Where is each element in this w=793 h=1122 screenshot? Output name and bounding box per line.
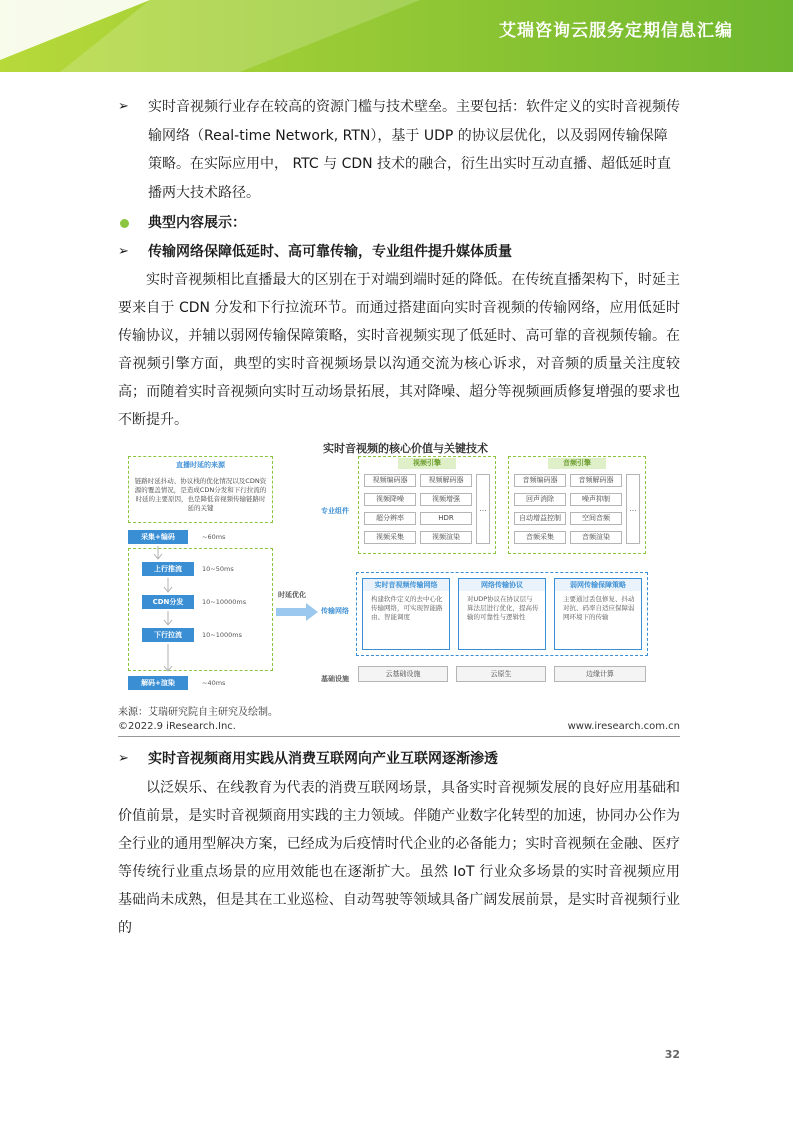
figure-title: 实时音视频的核心价值与关键技术	[323, 442, 488, 455]
pipeline-latency-4: 10~1000ms	[202, 631, 242, 639]
row-label-network: 传输网络	[321, 607, 349, 615]
sub1-heading-text: 传输网络保障低延时、高可靠传输，专业组件提升媒体质量	[148, 243, 512, 260]
pipeline-step-1: 采集+编码	[128, 530, 188, 544]
tech-card-3-text: 主要通过丢包修复、抖动对抗、码率自适应保障弱网环境下的传输	[563, 595, 635, 621]
audio-item-6: 空间音频	[570, 512, 622, 525]
pipeline-step-2: 上行推流	[142, 562, 194, 576]
arrow-bullet-icon: ➢	[118, 99, 129, 114]
main-content	[118, 93, 680, 942]
intro-bullet	[118, 93, 680, 207]
page-header	[0, 0, 793, 72]
audio-item-3: 回声消除	[514, 493, 566, 506]
green-dot-icon	[120, 219, 129, 228]
optimize-label: 时延优化	[278, 591, 306, 599]
page-number: 32	[664, 1048, 680, 1061]
tech-card-1-title: 实时音视频传输网络	[363, 579, 449, 591]
section-heading-text: 典型内容展示：	[148, 215, 246, 231]
tech-card-2-text: 对UDP协议在协议层与算法层进行优化，提高传输的可靠性与逻辑性	[467, 595, 539, 621]
infra-item-3: 边缘计算	[554, 666, 646, 682]
intro-text: 实时音视频行业存在较高的资源门槛与技术壁垒。主要包括：软件定义的实时音视频传输网络（Real-time Network, RTN），基于 UDP 的协议层优化，以及弱网传输保障策略。在实际应用中， RTC 与 CDN 技术的融合，衍生出实时互动直播、超低延时直播两大技术路径。	[148, 99, 680, 201]
row-label-components: 专业组件	[321, 507, 349, 515]
tech-card-3	[554, 578, 642, 650]
arrow-bullet-icon: ➢	[118, 751, 129, 766]
tech-card-1	[362, 578, 450, 650]
pipeline-step-4: 下行拉流	[142, 628, 194, 642]
figure	[128, 440, 683, 702]
latency-source-desc: 链路时延抖动、协议栈的优化情况以及CDN资源的覆盖情况，是造成CDN分发和下行拉流的时延的主要原因，也是降低音视频传输链路时延的关键	[134, 477, 267, 512]
audio-engine-title: 音频引擎	[548, 458, 606, 469]
sub1-paragraph: 实时音视频相比直播最大的区别在于对端到端时延的降低。在传统直播架构下，时延主要来自于 CDN 分发和下行拉流环节。而通过搭建面向实时音视频的传输网络，应用低延时传输协议，并辅以弱网传输保障策略，实时音视频实现了低延时、高可靠的音视频传输。在音视频引擎方面，典型的实时音视频场景以沟通交流为核心诉求，对音频的质量关注度较高；而随着实时音视频向实时互动场景拓展，其对降噪、超分等视频画质修复增强的要求也不断提升。	[118, 272, 680, 428]
pipeline-step-5: 解码+渲染	[128, 676, 188, 690]
sub2-heading-text: 实时音视频商用实践从消费互联网向产业互联网逐渐渗透	[148, 751, 498, 767]
sub2-paragraph: 以泛娱乐、在线教育为代表的消费互联网场景，具备实时音视频发展的良好应用基础和价值前景，是实时音视频商用实践的主力领域。伴随产业数字化转型的加速，协同办公作为全行业的通用型解决方案，已经成为后疫情时代企业的必备能力；实时音视频在金融、医疗等传统行业重点场景的应用效能也在逐渐扩大。虽然 IoT 行业众多场景的实时音视频应用基础尚未成熟，但是其在工业巡检、自动驾驶等领域具备广阔发展前景，是实时音视频行业的	[118, 779, 680, 936]
tech-card-2-title: 网络传输协议	[459, 579, 545, 591]
infra-item-1: 云基础设施	[358, 666, 448, 682]
video-item-3: 视频降噪	[364, 493, 416, 506]
tech-card-2	[458, 578, 546, 650]
row-label-infra: 基础设施	[321, 675, 349, 683]
pipeline-latency-2: 10~50ms	[202, 565, 234, 573]
audio-item-7: 音频采集	[514, 531, 566, 544]
video-item-6: HDR	[420, 512, 472, 525]
video-item-1: 视频编码器	[364, 474, 416, 487]
audio-item-5: 自动增益控制	[514, 512, 566, 525]
source-note: 来源：艾瑞研究院自主研究及绘制。	[118, 707, 278, 718]
pipeline-latency-5: ~40ms	[202, 679, 226, 687]
video-engine-title: 视频引擎	[398, 458, 456, 469]
latency-source-title: 直播时延的来源	[176, 461, 225, 469]
infra-item-2: 云原生	[456, 666, 546, 682]
video-item-2: 视频解码器	[420, 474, 472, 487]
sub2-heading	[118, 745, 680, 774]
arrow-bullet-icon: ➢	[118, 243, 129, 259]
video-item-more: …	[476, 474, 490, 544]
video-item-8: 视频渲染	[420, 531, 472, 544]
audio-item-8: 音频渲染	[570, 531, 622, 544]
sub1-heading	[118, 238, 680, 267]
audio-item-more: …	[626, 474, 640, 544]
pipeline-latency-1: ~60ms	[202, 533, 226, 541]
header-title: 艾瑞咨询云服务定期信息汇编	[499, 21, 733, 41]
video-item-5: 超分辨率	[364, 512, 416, 525]
video-item-7: 视频采集	[364, 531, 416, 544]
pipeline-step-3: CDN分发	[142, 595, 194, 609]
section-heading	[118, 209, 680, 238]
video-item-4: 视频增强	[420, 493, 472, 506]
pipeline-latency-3: 10~10000ms	[202, 598, 247, 606]
audio-item-4: 噪声抑制	[570, 493, 622, 506]
audio-item-2: 音频解码器	[570, 474, 622, 487]
website: www.iresearch.com.cn	[567, 721, 680, 732]
tech-card-1-text: 构建软件定义的去中心化传输网络，可实现智能路由、智能调度	[371, 595, 443, 621]
tech-card-3-title: 弱网传输保障策略	[555, 579, 641, 591]
copyright: ©2022.9 iResearch.Inc.	[118, 721, 236, 732]
copyright-row	[118, 720, 680, 737]
audio-item-1: 音频编码器	[514, 474, 566, 487]
